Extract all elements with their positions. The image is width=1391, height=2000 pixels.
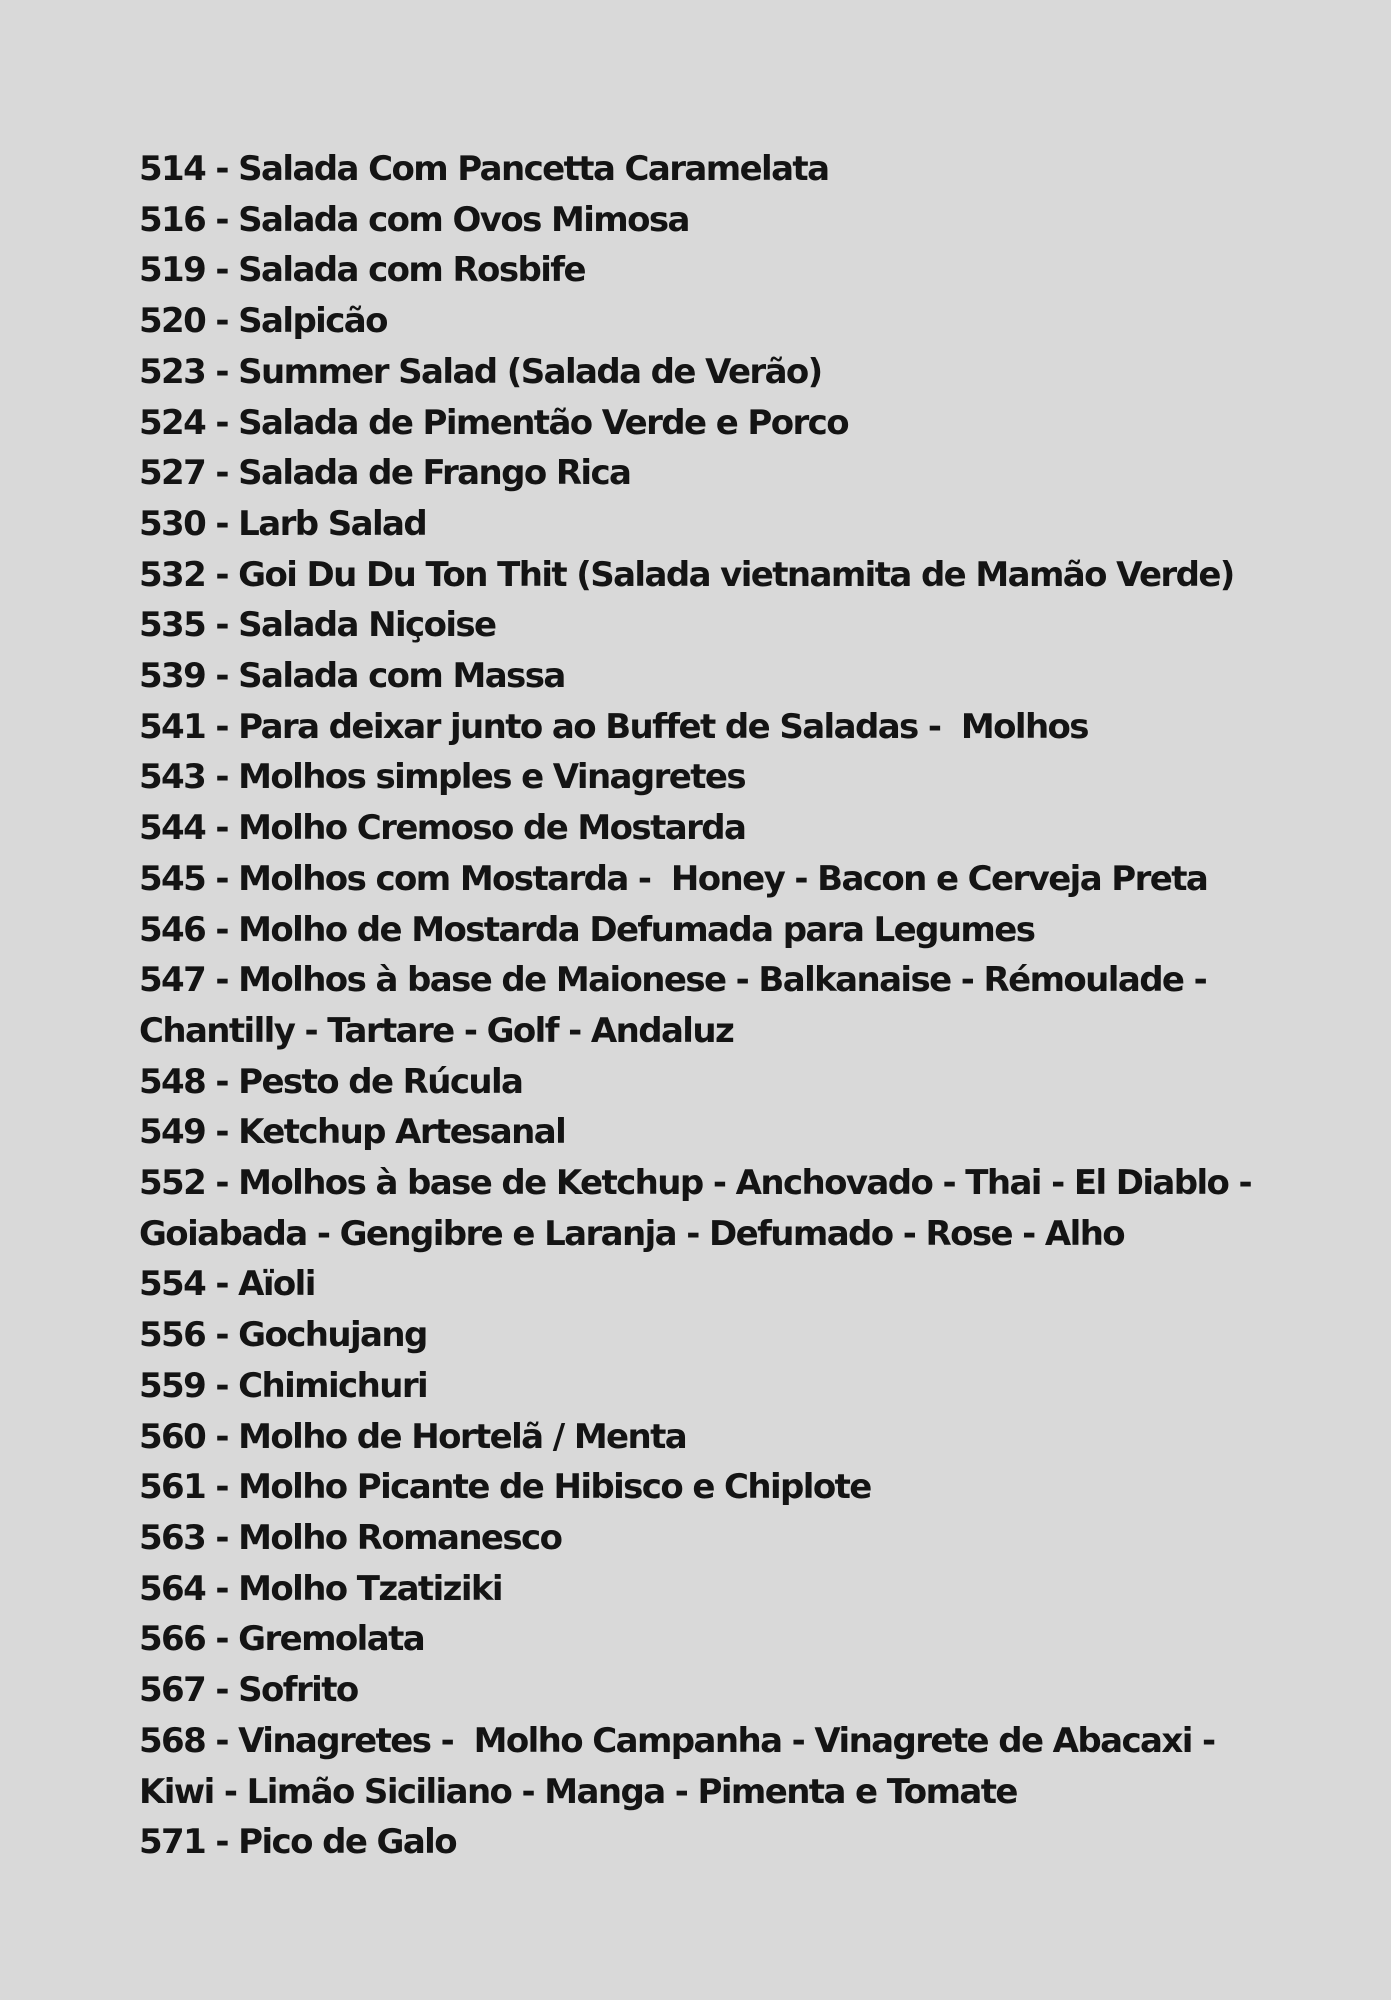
- recipe-index-list: [139, 144, 1279, 1868]
- list-item: 559 - Chimichuri: [139, 1365, 428, 1406]
- list-item: 524 - Salada de Pimentão Verde e Porco: [139, 402, 848, 443]
- list-item: 547 - Molhos à base de Maionese - Balkanaise - Rémoulade - Chantilly - Tartare - Golf - Andaluz: [139, 960, 1217, 1051]
- list-item: 539 - Salada com Massa: [139, 656, 565, 697]
- list-item: 516 - Salada com Ovos Mimosa: [139, 199, 689, 240]
- list-item: 545 - Molhos com Mostarda - Honey - Bacon e Cerveja Preta: [139, 858, 1208, 899]
- list-item: 548 - Pesto de Rúcula: [139, 1061, 523, 1102]
- list-item: 549 - Ketchup Artesanal: [139, 1112, 566, 1153]
- list-item: 543 - Molhos simples e Vinagretes: [139, 757, 746, 798]
- recipe-index-page: [139, 144, 1279, 1868]
- list-item: 514 - Salada Com Pancetta Caramelata: [139, 149, 829, 189]
- list-item: 563 - Molho Romanesco: [139, 1517, 562, 1558]
- list-item: 561 - Molho Picante de Hibisco e Chiplote: [139, 1467, 871, 1508]
- list-item: 530 - Larb Salad: [139, 503, 427, 544]
- list-item: 532 - Goi Du Du Ton Thit (Salada vietnamita de Mamão Verde): [139, 554, 1234, 595]
- list-item: 535 - Salada Niçoise: [139, 605, 496, 646]
- list-item: 552 - Molhos à base de Ketchup - Anchovado - Thai - El Diablo - Goiabada - Gengibre e Laranja - Defumado - Rose - Alho: [139, 1163, 1262, 1254]
- list-item: 568 - Vinagretes - Molho Campanha - Vinagrete de Abacaxi - Kiwi - Limão Siciliano - Manga - Pimenta e Tomate: [139, 1720, 1225, 1812]
- list-item: 527 - Salada de Frango Rica: [139, 453, 631, 494]
- list-item: 523 - Summer Salad (Salada de Verão): [139, 351, 822, 392]
- list-item: 560 - Molho de Hortelã / Menta: [139, 1416, 687, 1457]
- list-item: 564 - Molho Tzatiziki: [139, 1568, 502, 1609]
- list-item: 566 - Gremolata: [139, 1619, 425, 1660]
- list-item: 556 - Gochujang: [139, 1315, 427, 1356]
- list-item: 519 - Salada com Rosbife: [139, 250, 585, 291]
- list-item: 567 - Sofrito: [139, 1670, 358, 1711]
- list-item: 544 - Molho Cremoso de Mostarda: [139, 808, 746, 849]
- list-item: 520 - Salpicão: [139, 301, 387, 342]
- list-item: 541 - Para deixar junto ao Buffet de Saladas - Molhos: [139, 706, 1088, 747]
- list-item: 554 - Aïoli: [139, 1264, 315, 1305]
- list-item: 571 - Pico de Galo: [139, 1822, 456, 1863]
- list-item: 546 - Molho de Mostarda Defumada para Legumes: [139, 909, 1035, 950]
